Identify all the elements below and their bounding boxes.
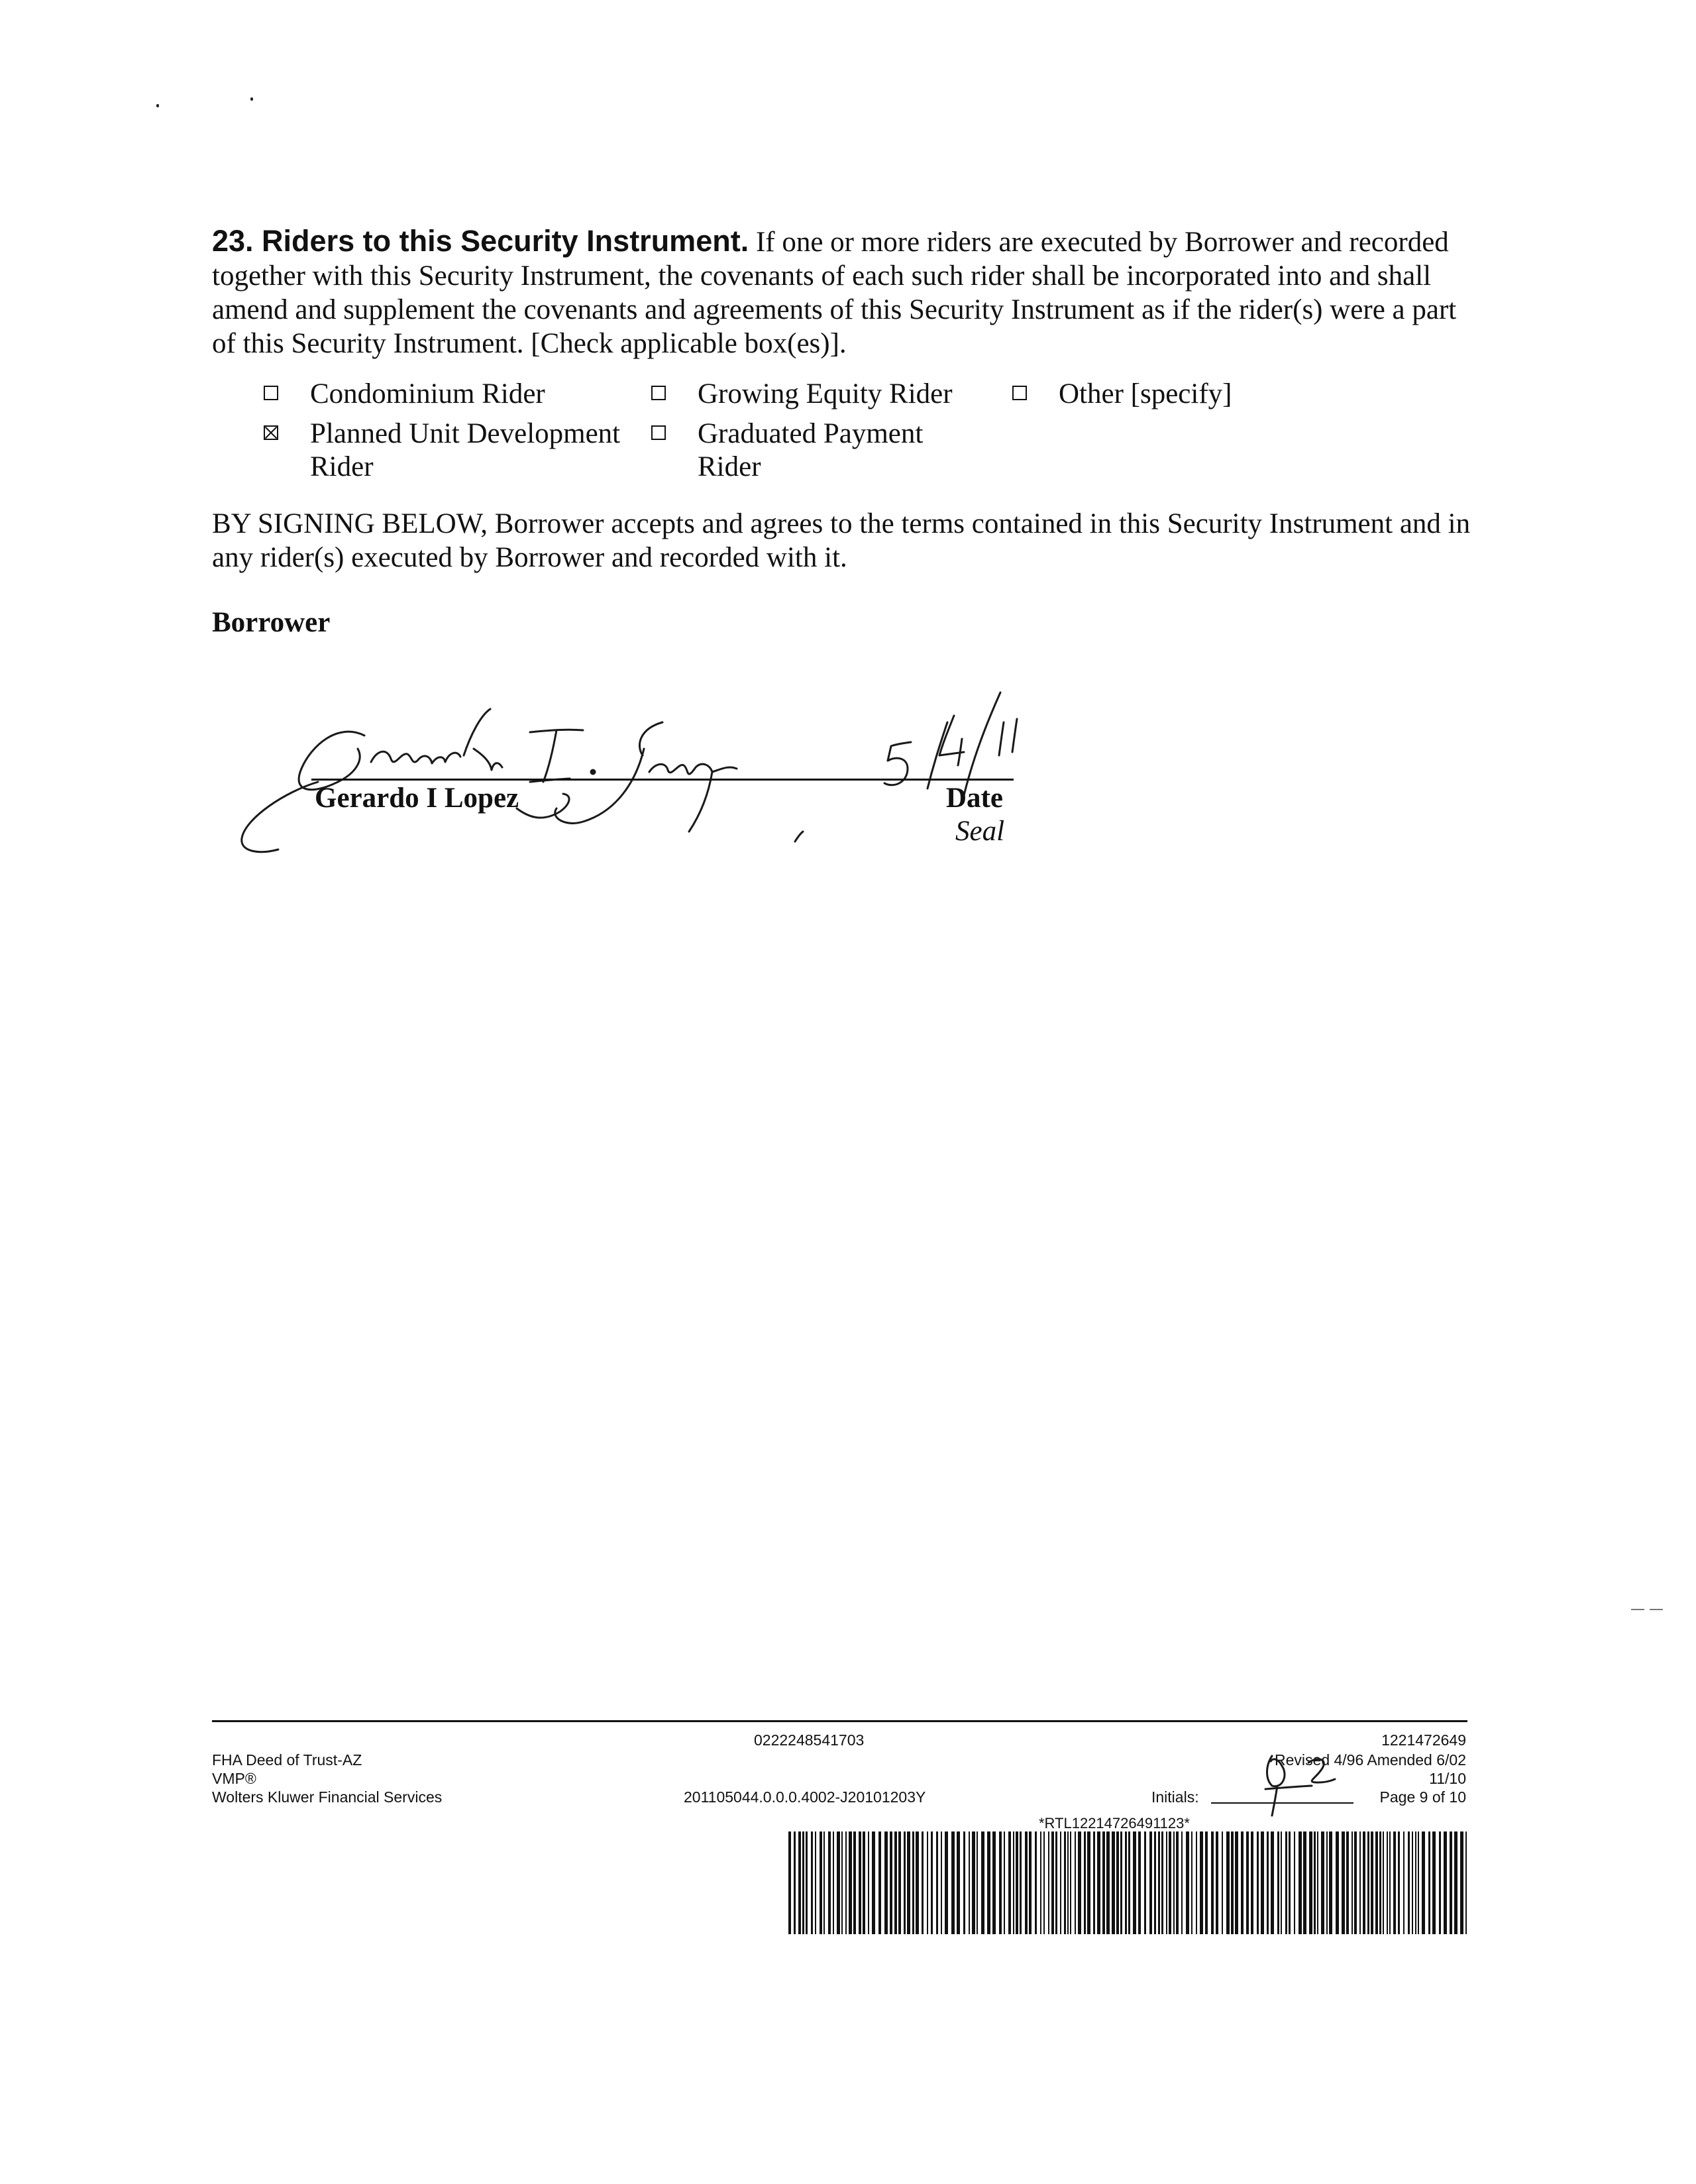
barcode-bar [963,1831,965,1934]
barcode-bar [904,1831,906,1934]
barcode-bar [1158,1831,1160,1934]
section-body: If one or more riders are executed by Borrower and recorded together with this Security Instrument, the covenants of each such rider shall be incorporated into and shall amend and supplement the covenants and agreements of this Security Instrument as if the rider(s) were a part of this Security Instrument. [Check applicable box(es)]. [212,227,1457,359]
rider-label: Graduated Payment Rider [698,418,924,482]
barcode-bar [1393,1831,1396,1934]
barcode-bar [1379,1831,1381,1934]
barcode-bar [922,1831,924,1934]
barcode-bar [859,1831,861,1934]
barcode-bar [806,1831,808,1934]
barcode-bar [1346,1831,1349,1934]
barcode-bar [1138,1831,1141,1934]
rider-label: Condominium Rider [310,378,545,410]
barcode-bar [1415,1831,1416,1934]
barcode-bar [1040,1831,1041,1934]
barcode-bar [931,1831,933,1934]
barcode-bar [1169,1831,1171,1934]
barcode-bar [1450,1831,1452,1934]
barcode-bar [1120,1831,1122,1934]
footer-doc-code: 201105044.0.0.0.4002-J20101203Y [684,1788,926,1806]
barcode-bar [1454,1831,1458,1934]
barcode-bar [1128,1831,1130,1934]
handwritten-initials-icon [1246,1749,1345,1822]
barcode-bar [1383,1831,1384,1934]
scan-speck [156,104,159,107]
barcode-bar [878,1831,881,1934]
barcode-bar [1281,1831,1282,1934]
barcode-bar [1298,1831,1302,1934]
scan-mark [1650,1609,1663,1610]
barcode-bar [1271,1831,1274,1934]
barcode-bar [1465,1831,1467,1934]
barcode-bar [1326,1831,1328,1934]
barcode-bar [890,1831,892,1934]
checkbox-other-rider[interactable] [1012,386,1027,400]
barcode-bar [828,1831,831,1934]
barcode-bar [972,1831,975,1934]
barcode-bar [1235,1831,1238,1934]
barcode-bar [1246,1831,1249,1934]
barcode-bar [1084,1831,1086,1934]
barcode-bar [1055,1831,1057,1934]
barcode-text: *RTL12214726491123* [1039,1815,1190,1831]
barcode-bar [1371,1831,1373,1934]
barcode-bar [868,1831,869,1934]
rider-label: Planned Unit Development Rider [310,418,621,482]
barcode-bar [833,1831,834,1934]
barcode-bar [981,1831,984,1934]
barcode-bar [1186,1831,1189,1934]
barcode-bar [1303,1831,1306,1934]
barcode-bar [1309,1831,1312,1934]
barcode-bar [1336,1831,1339,1934]
barcode-bar [1387,1831,1388,1934]
barcode-bar [1004,1831,1005,1934]
footer-loan-number-center: 0222248541703 [754,1731,865,1749]
barcode-bar [1087,1831,1090,1934]
barcode-bar [1412,1831,1413,1934]
barcode-bar [1016,1831,1018,1934]
barcode-bar [1261,1831,1264,1934]
barcode-bar [1196,1831,1197,1934]
checkbox-growing-equity-rider[interactable] [651,386,666,400]
rider-label: Other [specify] [1059,378,1232,410]
barcode-bar [1354,1831,1357,1934]
barcode-bar [794,1831,796,1934]
barcode-bar [1173,1831,1175,1934]
barcode-bar [1043,1831,1045,1934]
barcode-bar [1329,1831,1332,1934]
footer-loan-number-right: 1221472649 [1381,1731,1466,1749]
barcode-bar [1075,1831,1076,1934]
barcode-bar [1428,1831,1430,1934]
barcode-bar [788,1831,791,1934]
footer-form-name: FHA Deed of Trust-AZ [212,1751,362,1769]
signing-statement [212,507,1471,574]
section-23-paragraph [212,224,1471,360]
barcode-bar [1352,1831,1353,1934]
barcode-bar [1211,1831,1214,1934]
barcode-bar [1133,1831,1136,1934]
barcode-bar [1444,1831,1447,1934]
barcode-bar [1161,1831,1163,1934]
barcode-bar [1222,1831,1223,1934]
barcode-bar [969,1831,970,1934]
barcode-bar [798,1831,801,1934]
barcode-bar [1020,1831,1022,1934]
footer-revised: Revised 4/96 Amended 6/02 [1275,1751,1466,1769]
barcode-bar [1359,1831,1361,1934]
barcode-bar [1051,1831,1054,1934]
barcode-bar [884,1831,888,1934]
footer-version: 11/10 [1429,1770,1466,1787]
barcode-bar [1067,1831,1069,1934]
scan-mark [1631,1609,1644,1610]
barcode-bar [1181,1831,1183,1934]
barcode-bar [945,1831,948,1934]
barcode-bar [927,1831,928,1934]
barcode-bar [1375,1831,1378,1934]
barcode-bar [1025,1831,1028,1934]
seal-label: Seal [955,816,1005,847]
section-23 [212,224,1471,360]
barcode-bar [872,1831,875,1934]
barcode-bar [1398,1831,1400,1934]
barcode-bar [1418,1831,1419,1934]
barcode-bar [1008,1831,1011,1934]
checkbox-planned-unit-development-rider[interactable] [264,425,278,440]
signature-line [311,779,1014,781]
barcode-bar [1029,1831,1032,1934]
barcode-bar [1216,1831,1218,1934]
barcode-bar [1125,1831,1127,1934]
footer-initials-label: Initials: [1151,1788,1199,1806]
barcode-bar [1060,1831,1061,1934]
barcode-bar [1154,1831,1156,1934]
barcode-bar [1277,1831,1279,1934]
barcode-bar [1294,1831,1295,1934]
borrower-name: Gerardo I Lopez [315,783,519,814]
barcode-bar [1093,1831,1095,1934]
barcode-bar [1166,1831,1167,1934]
footer-page-number: Page 9 of 10 [1379,1788,1466,1806]
barcode-bar [1231,1831,1234,1934]
barcode-bar [977,1831,978,1934]
barcode-bar [1408,1831,1410,1934]
footer-company: Wolters Kluwer Financial Services [212,1788,443,1806]
barcode-bar [1241,1831,1244,1934]
barcode-bar [853,1831,856,1934]
barcode-bar [802,1831,804,1934]
barcode-bar [823,1831,825,1934]
barcode-bar [1176,1831,1179,1934]
barcode-bar [1191,1831,1192,1934]
checkbox-condominium-rider[interactable] [264,386,278,400]
barcode-bar [820,1831,822,1934]
barcode-bar [1285,1831,1287,1934]
barcode-bar [837,1831,840,1934]
barcode-bar [1064,1831,1066,1934]
barcode-bar [1112,1831,1115,1934]
barcode-bar [1149,1831,1152,1934]
barcode-bar [1097,1831,1100,1934]
barcode-bar [1144,1831,1146,1934]
borrower-heading: Borrower [212,607,331,638]
barcode-bar [999,1831,1002,1934]
barcode-bar [1070,1831,1071,1934]
barcode-bar [987,1831,990,1934]
barcode-icon [787,1831,1469,1938]
barcode-bar [1078,1831,1081,1934]
barcode-bar [815,1831,816,1934]
barcode-bar [1102,1831,1105,1934]
barcode-bar [1317,1831,1318,1934]
barcode-bar [1314,1831,1316,1934]
barcode-bar [916,1831,919,1934]
barcode-bar [1321,1831,1324,1934]
barcode-bar [1200,1831,1203,1934]
barcode-bar [1205,1831,1208,1934]
barcode-bar [1389,1831,1391,1934]
barcode-bar [1267,1831,1269,1934]
barcode-bar [1251,1831,1253,1934]
rider-label: Growing Equity Rider [698,378,953,410]
signing-text: BY SIGNING BELOW, Borrower accepts and agrees to the terms contained in this Security Instrument and in any rider(s) executed by Borrower and recorded with it. [212,508,1471,573]
barcode-bar [1432,1831,1436,1934]
barcode-bar [1289,1831,1291,1934]
section-heading: 23. Riders to this Security Instrument. [212,224,749,258]
footer-rule [212,1720,1467,1722]
barcode-bar [1106,1831,1110,1934]
scan-speck [250,97,253,101]
barcode-bar [912,1831,914,1934]
barcode-bar [1439,1831,1441,1934]
date-label: Date [946,783,1003,814]
barcode-bar [936,1831,938,1934]
barcode-bar [1116,1831,1119,1934]
barcode-bar [841,1831,843,1934]
barcode-bar [1013,1831,1014,1934]
barcode-bar [1226,1831,1230,1934]
barcode-bar [811,1831,813,1934]
barcode-bar [941,1831,942,1934]
barcode-bar [1363,1831,1365,1934]
barcode-bar [992,1831,996,1934]
barcode-bar [1403,1831,1404,1934]
barcode-bar [1422,1831,1425,1934]
barcode-bar [1257,1831,1259,1934]
barcode-bar [1342,1831,1345,1934]
barcode-bar [957,1831,960,1934]
barcode-bar [849,1831,852,1934]
barcode-bar [894,1831,897,1934]
barcode-bar [898,1831,901,1934]
footer-vmp: VMP® [212,1770,256,1787]
barcode-bar [907,1831,910,1934]
barcode-bar [1460,1831,1463,1934]
rider-checkbox-grid [264,378,1324,490]
barcode-bar [1048,1831,1049,1934]
barcode-bar [1367,1831,1369,1934]
signature-block [238,682,1100,855]
barcode-bar [863,1831,865,1934]
barcode-bar [845,1831,847,1934]
barcode-bar [951,1831,955,1934]
barcode-bar [1035,1831,1037,1934]
checkbox-graduated-payment-rider[interactable] [651,425,666,440]
